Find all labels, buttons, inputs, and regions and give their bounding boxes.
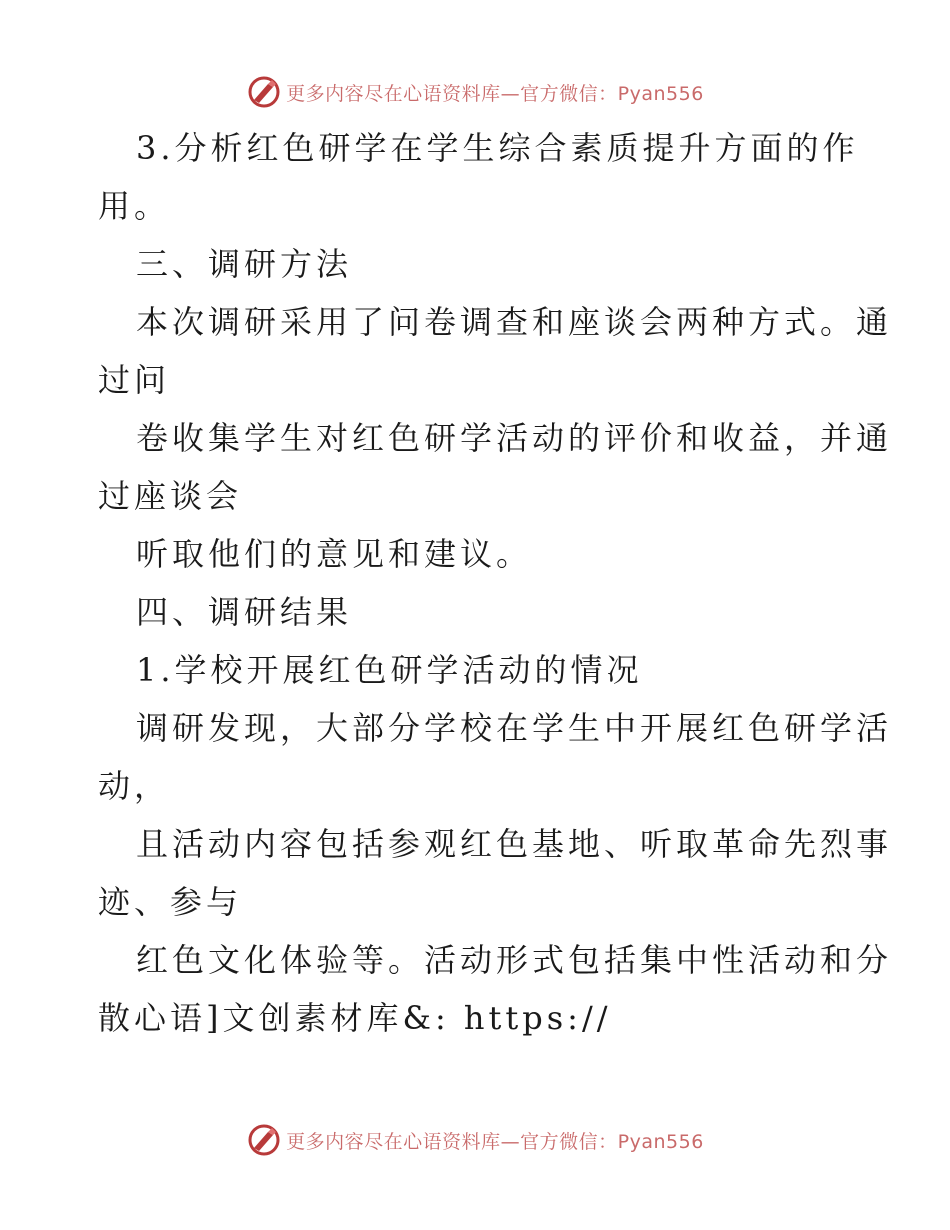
text-line: 过问	[98, 361, 171, 399]
text-line: 三、调研方法	[136, 245, 353, 283]
footer-banner-text: 更多内容尽在心语资料库—官方微信：Pyan556	[286, 1130, 704, 1153]
header-banner-text: 更多内容尽在心语资料库—官方微信：Pyan556	[286, 82, 704, 105]
text-line: 过座谈会	[98, 477, 243, 515]
text-line: 调研发现，大部分学校在学生中开展红色研学活	[136, 709, 893, 747]
text-line: 1.学校开展红色研学活动的情况	[136, 651, 643, 689]
text-line: 听取他们的意见和建议。	[136, 535, 533, 573]
pen-logo-icon	[246, 74, 282, 110]
text-line: 卷收集学生对红色研学活动的评价和收益，并通	[136, 419, 893, 457]
text-line: 动，	[98, 767, 171, 805]
text-line: 本次调研采用了问卷调查和座谈会两种方式。通	[136, 303, 893, 341]
text-line: 四、调研结果	[136, 593, 353, 631]
text-line: 散心语]文创素材库&: https://	[98, 999, 612, 1037]
header-banner	[0, 70, 950, 114]
text-line: 且活动内容包括参观红色基地、听取革命先烈事	[136, 825, 893, 863]
footer-banner	[0, 1118, 950, 1162]
text-line: 红色文化体验等。活动形式包括集中性活动和分	[136, 941, 893, 979]
text-line: 迹、参与	[98, 883, 243, 921]
pen-logo-icon	[246, 1122, 282, 1158]
text-line: 用。	[98, 187, 171, 225]
text-line: 3.分析红色研学在学生综合素质提升方面的作	[136, 129, 859, 167]
